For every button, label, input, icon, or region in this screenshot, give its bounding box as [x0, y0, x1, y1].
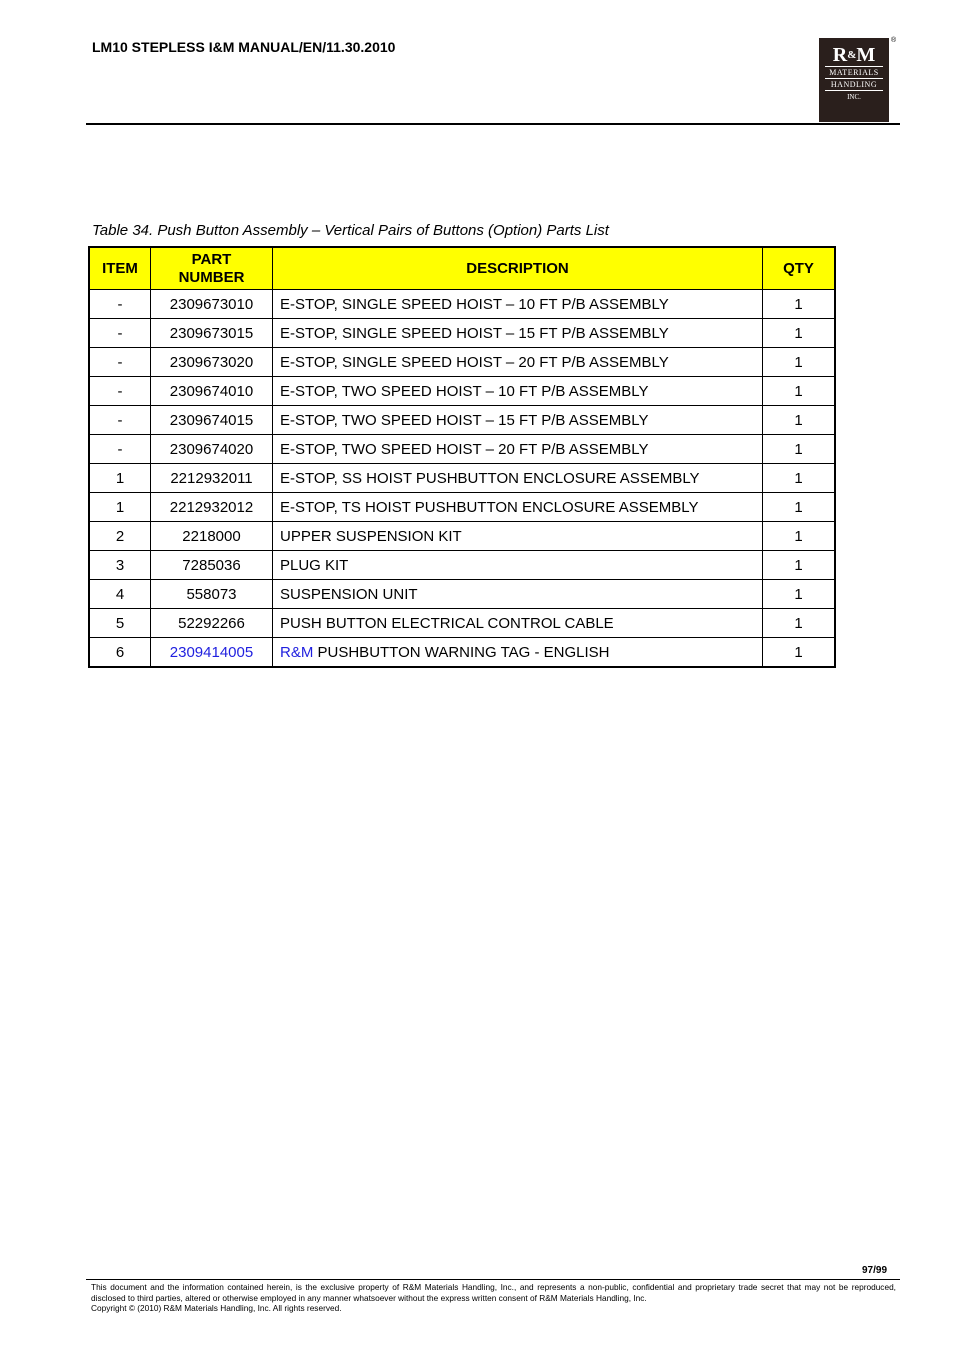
cell-item: 6 — [89, 638, 151, 668]
cell-qty: 1 — [763, 406, 836, 435]
cell-part-number: 52292266 — [151, 609, 273, 638]
footer-divider — [86, 1279, 900, 1280]
logo-brand — [819, 44, 889, 66]
table-row — [89, 290, 835, 319]
cell-item: - — [89, 406, 151, 435]
cell-qty: 1 — [763, 638, 836, 668]
cell-part-number: 2309673020 — [151, 348, 273, 377]
cell-qty: 1 — [763, 522, 836, 551]
rm-link[interactable]: R&M — [280, 643, 314, 661]
logo-brand-right: M — [856, 44, 876, 66]
cell-qty: 1 — [763, 319, 836, 348]
cell-part-number: 2212932012 — [151, 493, 273, 522]
cell-part-number: 7285036 — [151, 551, 273, 580]
table-row — [89, 377, 835, 406]
cell-qty: 1 — [763, 377, 836, 406]
cell-item: 3 — [89, 551, 151, 580]
table-row — [89, 493, 835, 522]
page-number: 97/99 — [862, 1265, 888, 1276]
logo-line2: HANDLING — [830, 80, 878, 89]
header-part-line2: NUMBER — [178, 268, 245, 286]
part-number-link[interactable]: 2309414005 — [151, 638, 273, 668]
cell-part-number: 2218000 — [151, 522, 273, 551]
document-title: LM10 STEPLESS I&M MANUAL/EN/11.30.2010 — [92, 39, 396, 55]
cell-description: PUSH BUTTON ELECTRICAL CONTROL CABLE — [273, 609, 763, 638]
logo-brand-amp: & — [847, 49, 857, 61]
cell-item: 1 — [89, 493, 151, 522]
cell-description: SUSPENSION UNIT — [273, 580, 763, 609]
cell-description: E-STOP, SINGLE SPEED HOIST – 10 FT P/B ASSEMBLY — [273, 290, 763, 319]
cell-description: E-STOP, TWO SPEED HOIST – 15 FT P/B ASSEMBLY — [273, 406, 763, 435]
cell-item: - — [89, 290, 151, 319]
cell-item: 4 — [89, 580, 151, 609]
header-item: ITEM — [89, 247, 151, 290]
cell-item: - — [89, 348, 151, 377]
cell-part-number: 2309674015 — [151, 406, 273, 435]
table-header-row — [89, 247, 835, 290]
cell-description: E-STOP, TWO SPEED HOIST – 20 FT P/B ASSEMBLY — [273, 435, 763, 464]
cell-qty: 1 — [763, 551, 836, 580]
cell-description: PLUG KIT — [273, 551, 763, 580]
table-row — [89, 348, 835, 377]
copyright-text: Copyright © (2010) R&M Materials Handling, Inc. All rights reserved. — [91, 1303, 342, 1313]
header-part-line1: PART — [191, 250, 232, 268]
cell-item: 1 — [89, 464, 151, 493]
table-row — [89, 406, 835, 435]
table-row — [89, 551, 835, 580]
cell-description: E-STOP, TWO SPEED HOIST – 10 FT P/B ASSEMBLY — [273, 377, 763, 406]
table-row — [89, 319, 835, 348]
header-qty: QTY — [763, 247, 836, 290]
cell-part-number: 558073 — [151, 580, 273, 609]
cell-description: E-STOP, SINGLE SPEED HOIST – 15 FT P/B ASSEMBLY — [273, 319, 763, 348]
cell-qty: 1 — [763, 493, 836, 522]
parts-table — [88, 246, 836, 668]
cell-description — [273, 638, 763, 668]
table-row — [89, 464, 835, 493]
cell-description: E-STOP, SS HOIST PUSHBUTTON ENCLOSURE ASSEMBLY — [273, 464, 763, 493]
logo-brand-left: R — [832, 44, 848, 66]
cell-description: E-STOP, TS HOIST PUSHBUTTON ENCLOSURE ASSEMBLY — [273, 493, 763, 522]
cell-description: UPPER SUSPENSION KIT — [273, 522, 763, 551]
table-row — [89, 522, 835, 551]
cell-item: 2 — [89, 522, 151, 551]
company-logo — [819, 38, 889, 122]
header-part-number — [151, 247, 273, 290]
table-row — [89, 609, 835, 638]
cell-qty: 1 — [763, 609, 836, 638]
cell-part-number: 2309674010 — [151, 377, 273, 406]
cell-qty: 1 — [763, 580, 836, 609]
cell-item: - — [89, 319, 151, 348]
cell-qty: 1 — [763, 464, 836, 493]
table-row — [89, 638, 835, 668]
cell-part-number: 2309674020 — [151, 435, 273, 464]
confidentiality-text: This document and the information contained herein, is the exclusive property of R&M Materials Handling, Inc., and represents a non-public, confidential and proprietary trade secret that may not be reproduced, disclosed to third parties, altered or otherwise employed in any manner whatsoever without the express written consent of R&M Materials Handling, Inc. — [91, 1282, 896, 1303]
cell-item: - — [89, 377, 151, 406]
cell-item: - — [89, 435, 151, 464]
logo-line3: INC. — [847, 93, 861, 101]
table-body — [89, 290, 835, 638]
logo-line1: MATERIALS — [829, 68, 879, 77]
table-row — [89, 580, 835, 609]
table-caption: Table 34. Push Button Assembly – Vertical Pairs of Buttons (Option) Parts List — [92, 222, 609, 239]
cell-part-number: 2309673015 — [151, 319, 273, 348]
cell-part-number: 2212932011 — [151, 464, 273, 493]
cell-part-number: 2309673010 — [151, 290, 273, 319]
description-rest: PUSHBUTTON WARNING TAG - ENGLISH — [313, 643, 610, 661]
footer-notice — [91, 1282, 896, 1314]
header-divider — [86, 123, 900, 125]
cell-description: E-STOP, SINGLE SPEED HOIST – 20 FT P/B ASSEMBLY — [273, 348, 763, 377]
table-row — [89, 435, 835, 464]
registered-mark: ® — [891, 37, 897, 44]
cell-qty: 1 — [763, 348, 836, 377]
cell-qty: 1 — [763, 435, 836, 464]
cell-qty: 1 — [763, 290, 836, 319]
cell-item: 5 — [89, 609, 151, 638]
header-description: DESCRIPTION — [273, 247, 763, 290]
